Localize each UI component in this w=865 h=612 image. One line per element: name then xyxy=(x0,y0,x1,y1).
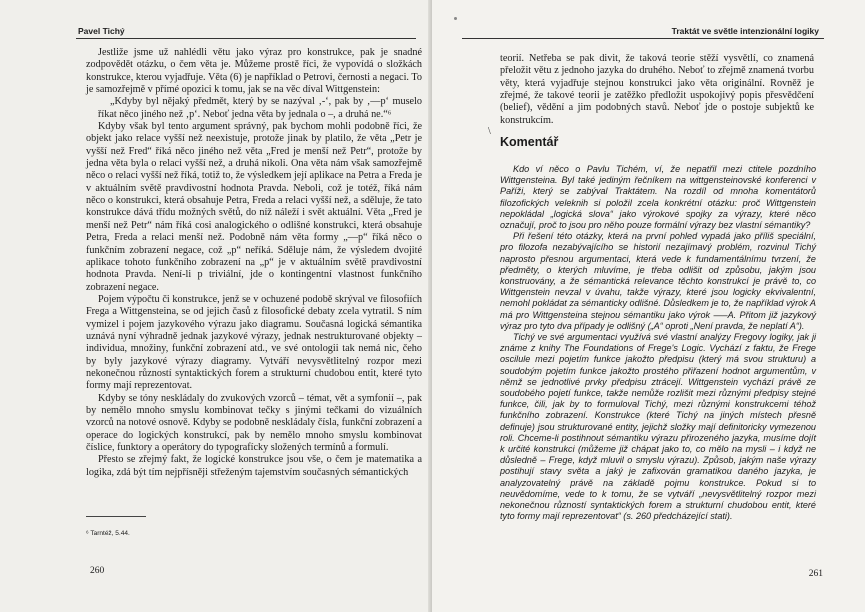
left-paragraph-4: Kdyby se tóny neskládaly do zvukových vzorců – témat, vět a symfonií –, pak by nemělo mnoho smyslu kombinovat tečky s jinými tečkami do vizuálních vzorců na notové osnově. Kdyby se podobně neskládaly čísla, funkční zobrazení a operace do logických konstrukcí, pak by nemělo mnoho smyslu kombinovat číslice, funktory a operátory do typografícky složených termínů a formulí. xyxy=(86,392,422,453)
left-body-text xyxy=(86,47,422,479)
left-paragraph-1: Jestliže jsme už nahlédli větu jako výraz pro konstrukce, pak je snadné zodpovědět otázku, o čem věta je. Můžeme prostě říci, že vypovídá o složkách konstrukce, kterou vyjadřuje. Věta (6) je například o Petrovi, černosti a negaci. To je samozřejmě v přímé opozici k tomu, jak se na věc díval Wittgenstein: xyxy=(86,47,422,96)
stray-mark: \ xyxy=(488,126,491,137)
left-paragraph-5: Přesto se zřejmý fakt, že logické konstrukce jsou vše, o čem je matematika a logika, zdá být tím nejpřísněji střeženým tajemstvím současných sémantických xyxy=(86,454,422,478)
wittgenstein-quote: „Kdyby byl nějaký předmět, který by se nazýval ‚-‘, pak by ‚—p‘ muselo říkat něco jiného než ‚p‘. Neboť jedna věta by jednala o –, a druhá ne.“⁶ xyxy=(98,96,422,120)
right-page xyxy=(432,0,865,612)
left-paragraph-2: Kdyby však byl tento argument správný, pak bychom mohli podobně říci, že objekt jako relace vyšší než neexistuje, protože jinak by platilo, že věta „Petr je vyšší než Fred“ říká něco jiného než věta „Fred je menší než Petr“, protože by jedna věta byla o relaci vyšší než, a druhá nikoli. Ona věta nám však samozřejmě něco o relaci vyšší než říká, totiž to, že výsledkem její aplikace na Petra a Freda je v aktuálním světě pravdivostní hodnota Pravda. Neboli, což je totéž, říká nám něco o konstrukci, která obsahuje Petra, Freda a relaci vyšší než, a sděluje, že tato konstrukce dává třídu možných světů, do níž náleží i svět aktuální. Věta „Fred je menší než Petr“ nám říká cosi analogického o odlišné konstrukci, která obsahuje Petra, Freda a relaci menší než. Podobně nám věta formy „—p“ říká něco o funkčním zobrazení negace, což „p“ neříká. Sděluje nám, že výsledem dvojité aplikace tohoto funkčního zobrazení na „p“ je v aktuálním světě pravdivostní hodnota Pravda. Není-li p triviální, jde o kontingentní vlastnost funkčního zobrazení negace. xyxy=(86,121,422,293)
right-running-head: Traktát ve světle intenzionální logiky xyxy=(671,26,819,36)
commentary-heading: Komentář xyxy=(500,135,559,149)
right-continuation-paragraph: teorií. Netřeba se pak divit, že taková teorie stěží vysvětlí, co znamená přeložit větu z jednoho jazyka do druhého. Neboť to zřejmě znamená tvorbu věty, která vyjadřuje stejnou konstrukci jako věta originální. Rovněž je zřejmé, že takové teorii je zatěžko předložit uspokojivý popis přesvědčení (belief), vědění a jim podobných stavů. Neboť jde o postoje subjektů ke konstrukcím. xyxy=(500,53,814,126)
commentary-text xyxy=(500,164,816,523)
right-page-number: 261 xyxy=(808,569,823,579)
left-head-rule xyxy=(76,38,416,39)
commentary-paragraph-3: Tichý ve své argumentaci využívá své vlastní analýzy Fregovy logiky, jak ji známe z knihy The Foundations of Frege's Logic. Vychází z faktu, že Frege oscilule mezi pojetím funkce jakožto předpisu (který má svou strukturu) a soudobým pojetím funkce jakožto prostého přiřazení hodnot argumentům, v němž se jednotlivé prvky předpisu ztrácejí. Wittgenstein vychází právě ze soudobého pojetí funkce, takže nemůže rozlišit mezi různými předpisy stejné funkce, čili, jak by to formuloval Tichý, mezi různými konstrukcemi téhož funkčního zobrazení. Konstrukce (které Tichý na jiných místech přesně definuje) jsou strukturované entity, jejichž složky mají definitoricky vymezenou roli. Chceme-li postihnout sémantiku výrazu přirozeného jazyka, musíme dojít k určité konstrukci (můžeme již chápat jako to, co mělo na mysli – i když ne důsledně – Frege, když mluvil o smyslu výrazu). Způsob, jakým naše výrazy postihují stavy světa a jaký je zafixován gramatikou daného jazyka, je analyzovatelný právě na základě pojmu konstrukce. Pokud si to neuvědomíme, vede to k tomu, že se vytváří „nevysvětlitelný rozpor mezi nekonečnou růzností syntaktických forem a strukturní chudobou entit, které tyto formy mají reprezentovat“ (s. 260 předcházející stati). xyxy=(500,332,816,522)
commentary-paragraph-2: Při řešení této otázky, která na první pohled vypadá jako příliš speciální, pro filozofa nezabývajícího se historií nezajímavý problém, rozvinul Tichý naprosto přesnou argumentaci, která vede k fundamentálnímu tvrzení, že předměty, o kterých mluvíme, je třeba odlišit od způsobu, jakým jsou konstruovány, a že sémantická relevance těchto konstrukcí je právě to, co Wittgenstein nevzal v úvahu, takže výrazy, které jsou logicky ekvivalentní, nemohl pokládat za sémanticky odlišné. Důsledkem je to, že například výrok A má pro Wittgensteina stejnou sémantiku jako výrok —–A. Přitom již jazykový výraz pro tyto dva případy je odlišný („A“ oproti „Není pravda, že neplatí A“). xyxy=(500,231,816,331)
left-page-number: 260 xyxy=(90,566,105,576)
right-body-text xyxy=(500,53,814,127)
footnote: ⁶ Tarntéž, 5.44. xyxy=(86,530,130,537)
scan-speck xyxy=(454,17,457,20)
commentary-paragraph-1: Kdo ví něco o Pavlu Tichém, ví, že nepatřil mezi ctitele pozdního Wittgensteina. Byl také jediným řečníkem na wittgensteinovské konferenci v Paříži, který se zabýval Traktátem. Na rozdíl od mnoha komentátorů filozofických veleknih si položil zcela konkrétní otázku: proč Wittgenstein nepokládal „logická slova“ jako výrokové spojky za výrazy, které něco označují, proč to jsou pro něho pouze formální výrazy bez vlastní sémantiky? xyxy=(500,164,816,231)
right-head-rule xyxy=(462,38,824,39)
left-paragraph-3: Pojem výpočtu či konstrukce, jenž se v ochuzené podobě skrýval ve filosofiích Frega a Wittgensteina, se od jejich časů z filosofické debaty zcela vytratil. S ním vymizel i pojem jazykového výrazu jako diagramu. Současná logická sémantika uznává nyní výhradně jednak jazykové výrazy, jednak nestrukturované objekty – individua, množiny, funkční zobrazení atd., ve své ontologii tak nemá nic, čeho by byly jazykové výrazy diagramy. Vytváří nevysvětlitelný rozpor mezi nekonečnou růzností syntaktických forem a strukturní chudobou entit, které tyto formy mají reprezentovat. xyxy=(86,293,422,392)
left-running-head: Pavel Tichý xyxy=(78,26,125,36)
left-page xyxy=(0,0,432,612)
footnote-rule xyxy=(86,516,146,517)
